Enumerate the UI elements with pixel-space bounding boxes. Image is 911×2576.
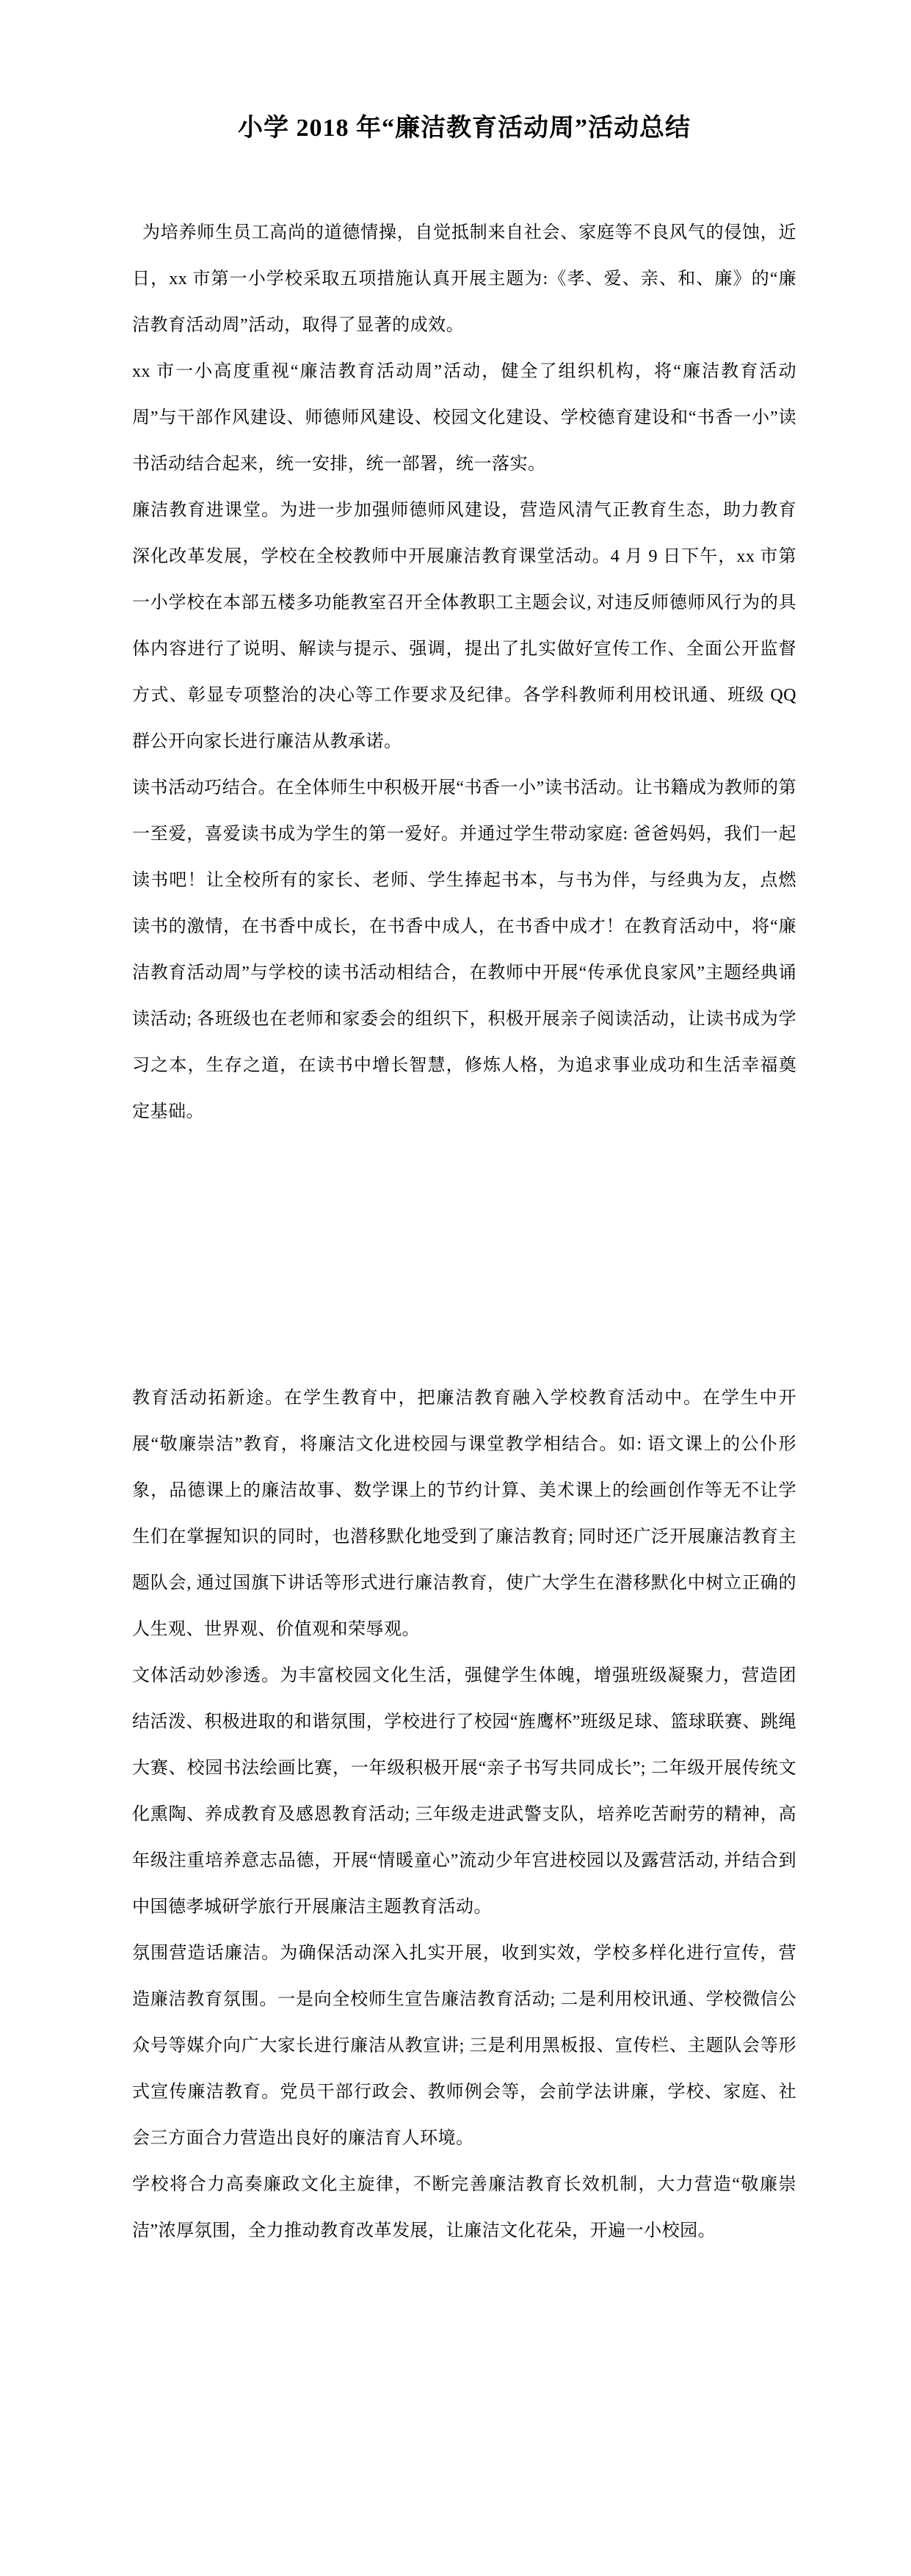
paragraph-student-education: 教育活动拓新途。在学生教育中，把廉洁教育融入学校教育活动中。在学生中开展“敬廉崇洁”教育，将廉洁文化进校园与课堂教学相结合。如: 语文课上的公仆形象，品德课上的廉洁故事、数学课上的节约计算、美术课上的绘画创作等无不让学生们在掌握知识的同时，也潜移默化地受到了廉洁教育; 同时还广泛开展廉洁教育主题队会, 通过国旗下讲话等形式进行廉洁教育，使广大学生在潜移默化中树立正确的人生观、世界观、价值观和荣辱观。 <box>132 1389 796 1639</box>
paragraph-reading-activity: 读书活动巧结合。在全体师生中积极开展“书香一小”读书活动。让书籍成为教师的第一至爱，喜爱读书成为学生的第一爱好。并通过学生带动家庭: 爸爸妈妈，我们一起读书吧！让全校所有的家长、老师、学生捧起书本，与书为伴，与经典为友，点燃读书的激情，在书香中成长，在书香中成人，在书香中成才！在教育活动中，将“廉洁教育活动周”与学校的读书活动相结合，在教师中开展“传承优良家风”主题经典诵读活动; 各班级也在老师和家委会的组织下，积极开展亲子阅读活动，让读书成为学习之本，生存之道，在读书中增长智慧，修炼人格，为追求事业成功和生活幸福奠定基础。 <box>132 778 796 1121</box>
paragraph-intro: 为培养师生员工高尚的道德情操，自觉抵制来自社会、家庭等不良风气的侵蚀，近日，xx 市第一小学校采取五项措施认真开展主题为:《孝、爱、亲、和、廉》的“廉洁教育活动周”活动，取得了显著的成效。 <box>132 223 796 335</box>
paragraph-conclusion: 学校将合力高奏廉政文化主旋律，不断完善廉洁教育长效机制，大力营造“敬廉崇洁”浓厚氛围，全力推动教育改革发展，让廉洁文化花朵，开遍一小校园。 <box>132 2175 796 2240</box>
paragraph-organization: xx 市一小高度重视“廉洁教育活动周”活动，健全了组织机构，将“廉洁教育活动周”与干部作风建设、师德师风建设、校园文化建设、学校德育建设和“书香一小”读书活动结合起来，统一安排，统一部署，统一落实。 <box>132 362 796 474</box>
paragraph-atmosphere: 氛围营造话廉洁。为确保活动深入扎实开展，收到实效，学校多样化进行宣传，营造廉洁教育氛围。一是向全校师生宣告廉洁教育活动; 二是利用校讯通、学校微信公众号等媒介向广大家长进行廉洁从教宣讲; 三是利用黑板报、宣传栏、主题队会等形式宣传廉洁教育。党员干部行政会、教师例会等，会前学法讲廉，学校、家庭、社会三方面合力营造出良好的廉洁育人环境。 <box>132 1944 796 2148</box>
document-title: 小学 2018 年“廉洁教育活动周”活动总结 <box>238 115 691 142</box>
paragraph-classroom-education: 廉洁教育进课堂。为进一步加强师德师风建设，营造风清气正教育生态，助力教育深化改革发展，学校在全校教师中开展廉洁教育课堂活动。4 月 9 日下午，xx 市第一小学校在本部五楼多功能教室召开全体教职工主题会议, 对违反师德师风行为的具体内容进行了说明、解读与提示、强调，提出了扎实做好宣传工作、全面公开监督方式、彰显专项整治的决心等工作要求及纪律。各学科教师利用校讯通、班级 QQ 群公开向家长进行廉洁从教承诺。 <box>132 501 796 751</box>
page-break-gap <box>132 1135 796 1375</box>
paragraph-sports-culture: 文体活动妙渗透。为丰富校园文化生活，强健学生体魄，增强班级凝聚力，营造团结活泼、积极进取的和谐氛围，学校进行了校园“旌鹰杯”班级足球、篮球联赛、跳绳大赛、校园书法绘画比赛，一年级积极开展“亲子书写共同成长”; 二年级开展传统文化熏陶、养成教育及感恩教育活动; 三年级走进武警支队，培养吃苦耐劳的精神，高年级注重培养意志品德，开展“情暖童心”流动少年宫进校园以及露营活动, 并结合到中国德孝城研学旅行开展廉洁主题教育活动。 <box>132 1666 796 1917</box>
document-body <box>132 210 796 2254</box>
